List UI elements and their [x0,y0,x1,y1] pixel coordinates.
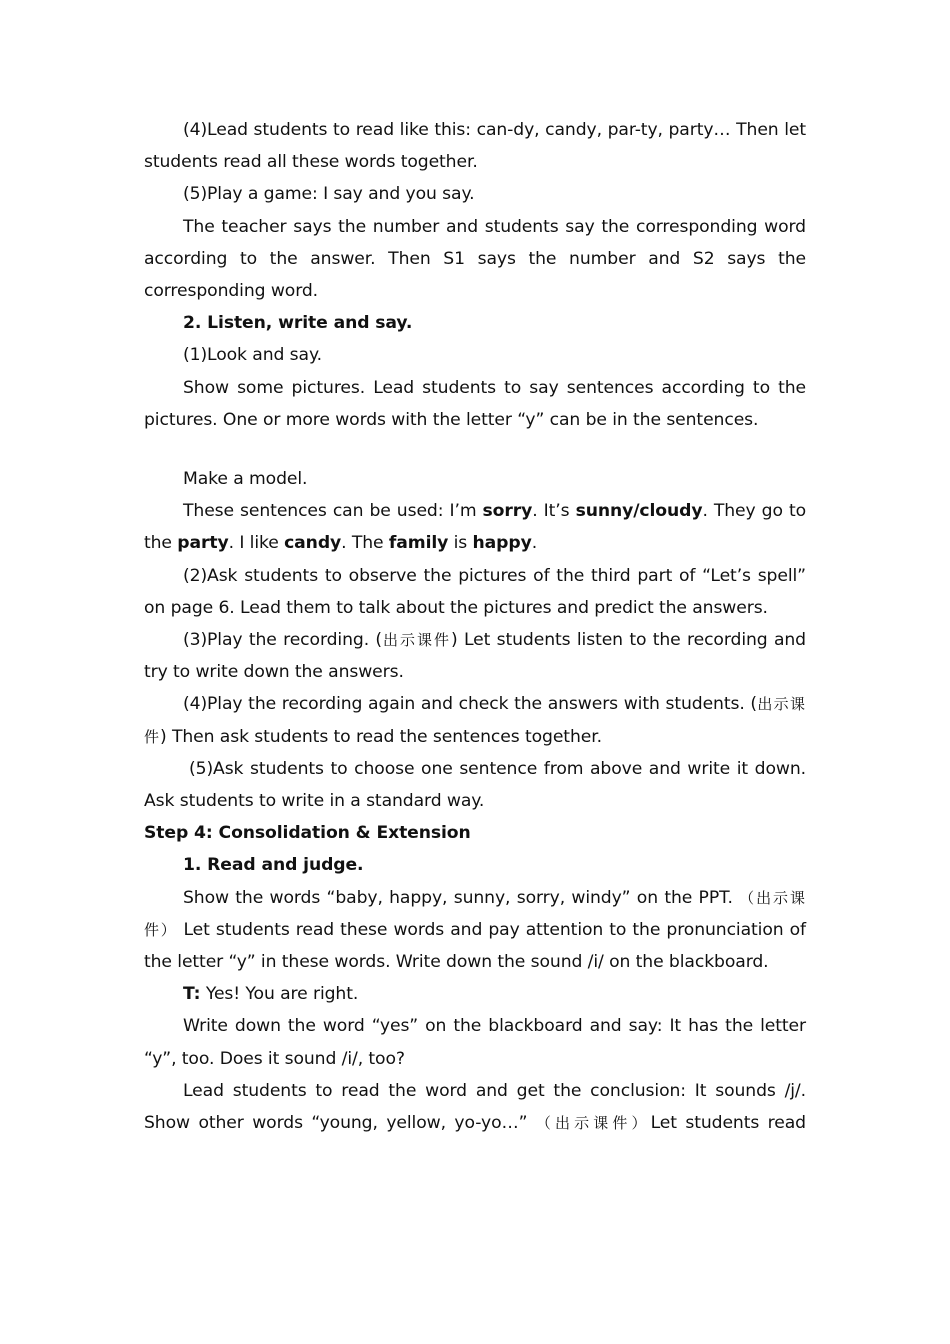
paragraph-play-recording [144,624,806,688]
heading-read-and-judge: 1. Read and judge. [183,855,364,876]
paragraph-show-words [144,882,806,979]
chinese-note: （出示课件） [535,1114,651,1133]
text-run: . They go to the [144,501,807,554]
bold-word: party [177,533,229,554]
chinese-note: 出示课件 [382,631,452,650]
chinese-note: （出示课件） [144,888,806,939]
paragraph-play-game: (5)Play a game: I say and you say. [183,184,475,205]
paragraph-look-and-say: (1)Look and say. [183,345,322,366]
text-run: ) Let students listen to the recording and try to write down the answers. [144,630,806,683]
paragraph-game-rules: The teacher says the number and students say the corresponding word according to the answer. Then S1 says the number and S2 says the corresponding word. [144,216,806,302]
bold-word: happy [472,533,532,554]
paragraph-write-yes: Write down the word “yes” on the blackboard and say: It has the letter “y”, too. Does it sound /i/, too? [144,1016,806,1069]
text-run: . The [341,533,389,554]
paragraph-observe-pictures: (2)Ask students to observe the pictures of the third part of “Let’s spell” on page 6. Lead them to talk about the pictures and predict the answers. [144,565,806,618]
text-run: . [531,533,538,554]
paragraph-teacher-line [144,978,806,1010]
heading-listen-write-say: 2. Listen, write and say. [183,313,413,334]
text-run: Lead students to read the word and get the conclusion: It sounds /j/. Show other words “young, yellow, yo-yo…” [144,1080,806,1134]
heading-step-4: Step 4: Consolidation & Extension [144,823,471,844]
text-run: is [448,533,473,554]
text-run: Let students read [650,1113,806,1134]
text-run: Show the words “baby, happy, sunny, sorry, windy” on the PPT. [183,887,740,908]
text-run: (3)Play the recording. ( [183,630,383,651]
bold-word: candy [284,533,342,554]
text-run: ) Then ask students to read the sentences together. [160,726,602,747]
text-run: . It’s [532,501,576,522]
text-run: Yes! You are right. [200,984,359,1005]
text-run: Let students read these words and pay attention to the pronunciation of the letter “y” in these words. Write down the sound /i/ on the blackboard. [144,919,806,973]
bold-word: family [388,533,449,554]
document-page [144,114,806,1139]
text-run: . I like [228,533,285,554]
paragraph-lead-conclusion [144,1075,806,1139]
paragraph-choose-sentence: (5)Ask students to choose one sentence from above and write it down. Ask students to write in a standard way. [144,758,806,812]
speaker-label: T: [183,984,201,1005]
text-run: (4)Play the recording again and check the answers with students. ( [183,694,757,715]
bold-word: sunny/cloudy [575,501,703,522]
bold-word: sorry [482,501,533,522]
paragraph-play-again [144,688,806,752]
paragraph-lead-read: (4)Lead students to read like this: can-dy, candy, par-ty, party… Then let students read all these words together. [144,120,806,173]
blank-line [144,436,806,463]
paragraph-example-sentences [144,495,806,559]
paragraph-show-pictures: Show some pictures. Lead students to say sentences according to the pictures. One or more words with the letter “y” can be in the sentences. [144,377,806,430]
chinese-note: 出示课件 [144,695,806,746]
paragraph-make-model: Make a model. [183,469,308,490]
text-run: These sentences can be used: I’m [183,501,483,522]
